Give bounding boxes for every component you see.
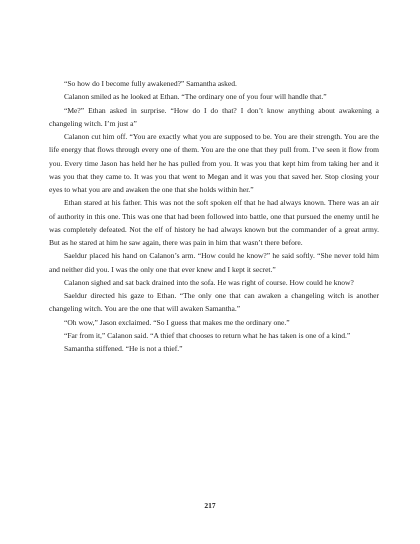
paragraph: Calanon cut him off. “You are exactly what you are supposed to be. You are their strength. You are the life energy that flows through every one of them. You are the one that they pull from. I’ve seen it flow from you. Every time Jason has held her he has pulled from you. It was you that kept him from taking her and it was you that they came to. It was you that went to Megan and it was you that saved her. Stop closing your eyes to what you are and awaken the one that she holds within her.” bbox=[49, 132, 379, 194]
paragraph: Ethan stared at his father. This was not the soft spoken elf that he had always known. There was an air of authority in this one. This was one that had been followed into battle, one that pursued the enemy until he was completely defeated. Not the elf of history he had always known but the commander of a great army. But as he stared at him he saw again, there was pain in him that wasn’t there before. bbox=[49, 198, 379, 247]
paragraph: Calanon smiled as he looked at Ethan. “The ordinary one of you four will handle that.” bbox=[64, 92, 327, 102]
paragraph: “Me?” Ethan asked in surprise. “How do I do that? I don’t know anything about awakening a changeling witch. I’m just a” bbox=[49, 105, 379, 128]
paragraph: “So how do I become fully awakened?” Samantha asked. bbox=[64, 79, 237, 88]
paragraph: Saeldur directed his gaze to Ethan. “The only one that can awaken a changeling witch is another changeling witch. You are the one that will awaken Samantha.” bbox=[49, 291, 379, 314]
paragraph: Calanon sighed and sat back drained into the sofa. He was right of course. How could he know? bbox=[64, 277, 354, 287]
paragraph: Saeldur placed his hand on Calanon’s arm. “How could he know?” he said softly. “She never told him and neither did you. I was the only one that ever knew and I kept it secret.” bbox=[49, 251, 379, 274]
paragraph: “Far from it,” Calanon said. “A thief that chooses to return what he has taken is one of a kind.” bbox=[64, 330, 351, 340]
paragraph: Samantha stiffened. “He is not a thief.” bbox=[64, 344, 183, 353]
paragraph: “Oh wow,” Jason exclaimed. “So I guess that makes me the ordinary one.” bbox=[64, 317, 290, 327]
body-text bbox=[49, 77, 379, 355]
page-number: 217 bbox=[204, 501, 216, 510]
